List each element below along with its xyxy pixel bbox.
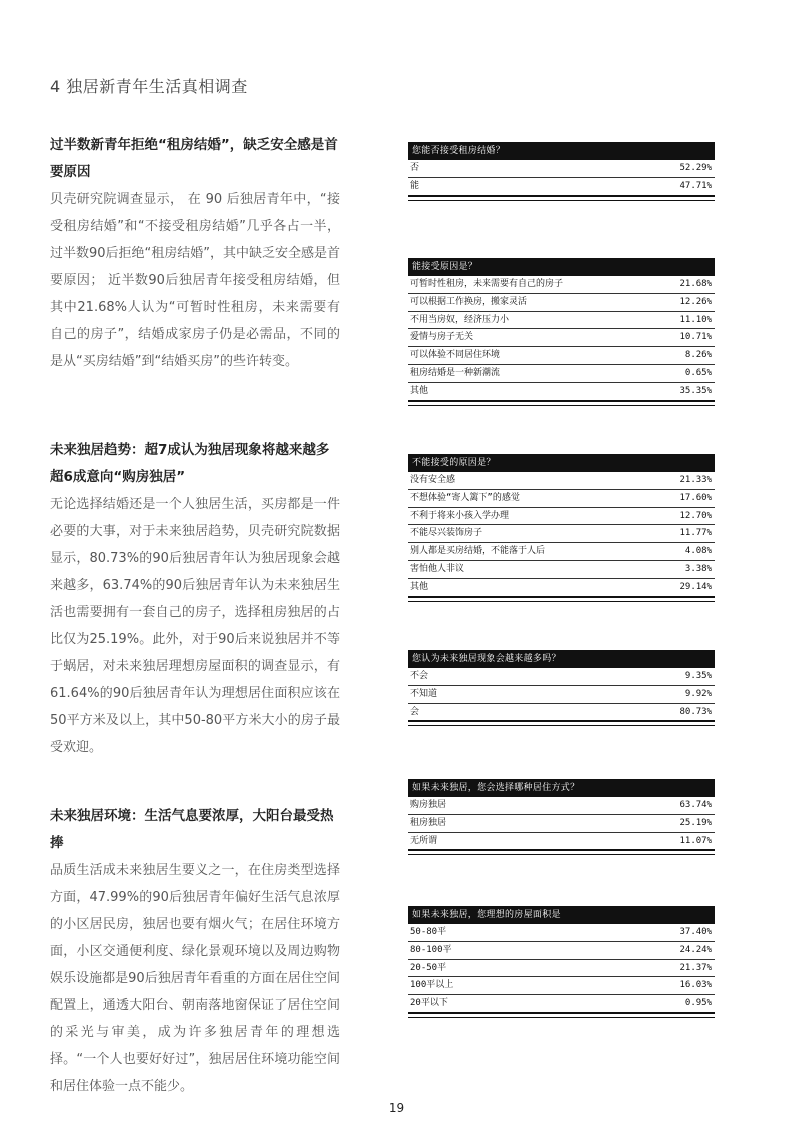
table-row	[408, 995, 715, 1012]
table-row	[408, 579, 715, 596]
table-row	[408, 686, 715, 704]
row-label: 不用当房奴，经济压力小	[410, 314, 510, 325]
table-row	[408, 668, 715, 686]
row-label: 别人都是买房结婚，不能落于人后	[410, 546, 546, 557]
row-label: 爱情与房子无关	[410, 332, 474, 343]
row-value: 8.26%	[684, 350, 712, 361]
table-row	[408, 276, 715, 294]
row-value: 24.24%	[679, 944, 712, 955]
table-row	[408, 365, 715, 383]
row-label: 20-50平	[410, 962, 447, 973]
table-row	[408, 833, 715, 850]
section-heading: 未来独居趋势：超7成认为独居现象将越来越多超6成意向“购房独居”	[50, 442, 330, 485]
article-section-1	[50, 132, 340, 375]
row-label: 50-80平	[410, 927, 447, 937]
row-label: 无所谓	[410, 835, 438, 846]
row-label: 害怕他人非议	[410, 563, 465, 574]
row-value: 11.77%	[679, 528, 712, 539]
article-section-2	[50, 437, 340, 761]
row-value: 12.26%	[679, 296, 712, 307]
row-label: 没有安全感	[410, 475, 456, 485]
row-label: 20平以下	[410, 998, 448, 1009]
table-question: 您能否接受租房结婚？	[408, 142, 715, 160]
row-value: 9.35%	[684, 671, 712, 681]
table-row	[408, 383, 715, 400]
row-label: 不知道	[410, 688, 438, 699]
table-row	[408, 797, 715, 815]
table-row	[408, 525, 715, 543]
section-body: 贝壳研究院调查显示， 在 90 后独居青年中，“接受租房结婚”和“不接受租房结婚”几乎各占一半，过半数90后拒绝“租房结婚”，其中缺乏安全感是首要原因； 近半数90后独居青年接受租房结婚，但其中21.68%人认为“可暂时性租房，未来需要有自己的房子”，结婚成家房子仍是必需品，不同的是从“买房结婚”到“结婚买房”的些许转变。	[50, 192, 341, 369]
survey-table-accept-rent-marriage	[408, 142, 715, 201]
table-question: 能接受原因是？	[408, 258, 715, 276]
row-value: 11.10%	[679, 314, 712, 325]
table-question: 您认为未来独居现象会越来越多吗？	[408, 650, 715, 668]
table-row	[408, 561, 715, 579]
table-end-rule	[408, 849, 715, 855]
row-label: 会	[410, 706, 420, 717]
row-label: 可暂时性租房，未来需要有自己的房子	[410, 279, 564, 289]
table-row	[408, 942, 715, 960]
row-value: 63.74%	[679, 800, 712, 810]
row-value: 16.03%	[679, 980, 712, 991]
table-question: 如果未来独居，您会选择哪种居住方式？	[408, 779, 715, 797]
table-row	[408, 160, 715, 178]
row-value: 25.19%	[679, 817, 712, 828]
table-row	[408, 178, 715, 195]
table-row	[408, 924, 715, 942]
row-value: 21.37%	[679, 962, 712, 973]
section-heading: 过半数新青年拒绝“租房结婚”，缺乏安全感是首要原因	[50, 137, 338, 180]
row-value: 21.33%	[679, 475, 712, 485]
row-label: 能	[410, 180, 420, 191]
table-row	[408, 294, 715, 312]
table-end-rule	[408, 1012, 715, 1018]
row-label: 购房独居	[410, 800, 447, 810]
row-value: 0.65%	[684, 367, 712, 378]
section-body: 品质生活成未来独居生要义之一，在住房类型选择方面，47.99%的90后独居青年偏好生活气息浓厚的小区居民房，独居也要有烟火气；在居住环境方面，小区交通便利度、绿化景观环境以及周边购物娱乐设施都是90后独居青年看重的方面在居住空间配置上，通透大阳台、朝南落地窗保证了居住空间的采光与审美，成为许多独居青年的理想选择。“一个人也要好好过”，独居居住环境功能空间和居住体验一点不能少。	[50, 863, 340, 1094]
table-row	[408, 543, 715, 561]
survey-table-living-mode	[408, 779, 715, 855]
row-value: 21.68%	[679, 279, 712, 289]
survey-table-future-trend	[408, 650, 715, 726]
row-value: 11.07%	[679, 835, 712, 846]
survey-table-accept-reasons	[408, 258, 715, 406]
row-value: 4.08%	[684, 546, 712, 557]
row-value: 47.71%	[679, 180, 712, 191]
table-row	[408, 960, 715, 978]
table-end-rule	[408, 596, 715, 602]
row-label: 租房结婚是一种新潮流	[410, 367, 501, 378]
row-value: 35.35%	[679, 385, 712, 396]
table-question: 如果未来独居，您理想的房屋面积是	[408, 906, 715, 924]
table-end-rule	[408, 720, 715, 726]
table-row	[408, 508, 715, 526]
table-row	[408, 815, 715, 833]
table-row	[408, 704, 715, 721]
row-label: 不能尽兴装饰房子	[410, 528, 483, 539]
table-row	[408, 347, 715, 365]
row-value: 17.60%	[679, 492, 712, 503]
row-value: 9.92%	[684, 688, 712, 699]
table-question: 不能接受的原因是？	[408, 454, 715, 472]
table-row	[408, 472, 715, 490]
row-label: 不利于将来小孩入学办理	[410, 510, 510, 521]
row-value: 3.38%	[684, 563, 712, 574]
row-label: 100平以上	[410, 980, 454, 991]
article-section-3	[50, 803, 340, 1100]
section-body: 无论选择结婚还是一个人独居生活，买房都是一件必要的大事，对于未来独居趋势，贝壳研究院数据显示，80.73%的90后独居青年认为独居现象会越来越多，63.74%的90后独居青年认为未来独居生活也需要拥有一套自己的房子，选择租房独居的占比仅为25.19%。此外，对于90后来说独居并不等于蜗居，对未来独居理想房屋面积的调查显示，有61.64%的90后独居青年认为理想居住面积应该在50平方米及以上，其中50-80平方米大小的房子最受欢迎。	[50, 497, 340, 755]
page-number: 19	[388, 1101, 405, 1115]
row-label: 其他	[410, 385, 429, 396]
row-value: 52.29%	[679, 163, 712, 173]
row-label: 可以体验不同居住环境	[410, 350, 501, 361]
row-label: 其他	[410, 581, 429, 592]
row-label: 租房独居	[410, 817, 447, 828]
survey-table-reject-reasons	[408, 454, 715, 602]
row-label: 否	[410, 163, 420, 173]
section-heading: 未来独居环境：生活气息要浓厚，大阳台最受热捧	[50, 808, 334, 851]
table-end-rule	[408, 195, 715, 201]
row-value: 10.71%	[679, 332, 712, 343]
table-end-rule	[408, 400, 715, 406]
row-label: 80-100平	[410, 944, 452, 955]
row-value: 29.14%	[679, 581, 712, 592]
row-label: 不会	[410, 671, 429, 681]
table-row	[408, 490, 715, 508]
page-title: 4 独居新青年生活真相调查	[50, 77, 248, 96]
row-label: 不想体验“寄人篱下”的感觉	[410, 492, 520, 503]
row-value: 0.95%	[684, 998, 712, 1009]
table-row	[408, 977, 715, 995]
table-row	[408, 329, 715, 347]
row-value: 12.70%	[679, 510, 712, 521]
survey-table-ideal-area	[408, 906, 715, 1018]
table-row	[408, 312, 715, 330]
row-value: 80.73%	[679, 706, 712, 717]
row-value: 37.40%	[679, 927, 712, 937]
row-label: 可以根据工作换房，搬家灵活	[410, 296, 528, 307]
